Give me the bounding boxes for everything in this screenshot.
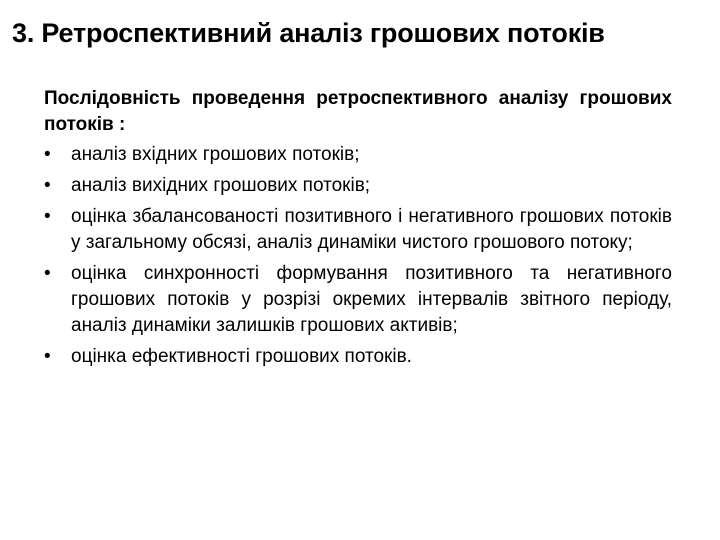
list-item bbox=[44, 204, 672, 256]
list-item bbox=[44, 344, 672, 370]
list-item bbox=[44, 173, 672, 199]
bullet-icon: • bbox=[44, 263, 51, 284]
bullet-list bbox=[44, 142, 672, 370]
list-item-text: оцінка збалансованості позитивного і негативного грошових потоків у загальному обсязі, аналіз динаміки чистого грошового потоку; bbox=[71, 206, 672, 253]
bullet-icon: • bbox=[44, 346, 51, 367]
intro-text: Послідовність проведення ретроспективного аналізу грошових потоків : bbox=[44, 88, 672, 135]
list-item-text: оцінка ефективності грошових потоків. bbox=[71, 346, 412, 367]
bullet-icon: • bbox=[44, 144, 51, 165]
list-item bbox=[44, 142, 672, 168]
bullet-icon: • bbox=[44, 206, 51, 227]
list-item-text: оцінка синхронності формування позитивного та негативного грошових потоків у розрізі окремих інтервалів звітного періоду, аналіз динаміки залишків грошових активів; bbox=[71, 263, 672, 336]
bullet-icon: • bbox=[44, 175, 51, 196]
slide-title: 3. Ретроспективний аналіз грошових потоків bbox=[12, 18, 605, 48]
slide-content bbox=[44, 86, 672, 375]
list-item-text: аналіз вихідних грошових потоків; bbox=[71, 175, 371, 196]
list-item bbox=[44, 261, 672, 339]
list-item-text: аналіз вхідних грошових потоків; bbox=[71, 144, 360, 165]
